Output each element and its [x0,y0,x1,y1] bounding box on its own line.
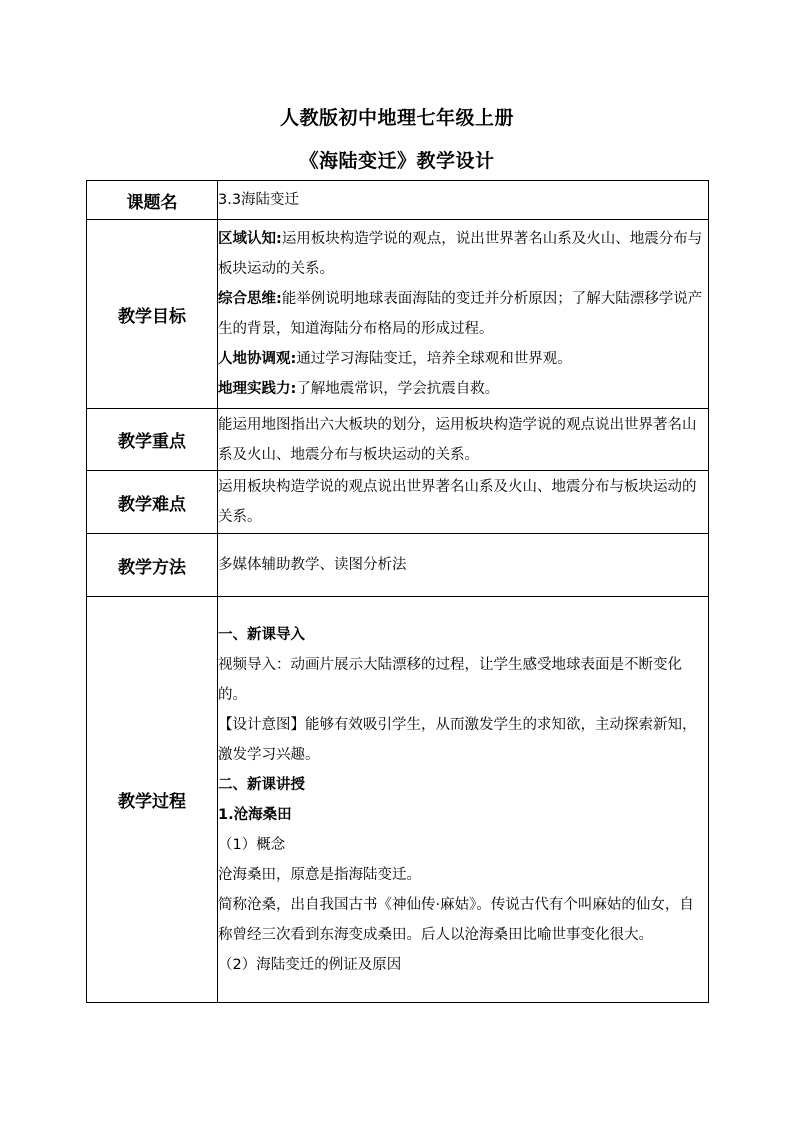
key-points-label: 教学重点 [87,409,218,471]
topic-label: 课题名 [87,181,218,220]
section-paragraph: 沧海桑田，原意是指海陆变迁。 [218,866,421,883]
table-row-key-points [87,409,709,471]
section-heading: 二、新课讲授 [218,776,305,793]
table-row-objectives [87,220,709,409]
process-label: 教学过程 [87,597,218,1003]
process-content [218,597,709,1003]
objective-item: 综合思维:能举例说明地球表面海陆的变迁并分析原因；了解大陆漂移学说产生的背景，知道海陆分布格局的形成过程。 [218,291,703,337]
list-item: （1）概念 [218,836,286,853]
methods-text: 多媒体辅助教学、读图分析法 [218,534,709,597]
objectives-content [218,220,709,409]
section-paragraph: 视频导入：动画片展示大陆漂移的过程，让学生感受地球表面是不断变化的。 [218,656,682,703]
document-title: 人教版初中地理七年级上册 [279,107,514,129]
topic-value: 3.3海陆变迁 [218,181,709,220]
objective-item: 地理实践力:了解地震常识，学会抗震自救。 [218,381,500,397]
table-row-topic [87,181,709,220]
methods-label: 教学方法 [87,534,218,597]
difficulties-text: 运用板块构造学说的观点说出世界著名山系及火山、地震分布与板块运动的关系。 [218,471,709,534]
design-intent-paragraph: 【设计意图】能够有效吸引学生，从而激发学生的求知欲，主动探索新知，激发学习兴趣。 [218,716,697,763]
objective-item: 区域认知:运用板块构造学说的观点，说出世界著名山系及火山、地震分布与板块运动的关系。 [218,231,703,277]
table-row-methods [87,534,709,597]
lesson-plan-table [86,180,709,1003]
list-item: （2）海陆变迁的例证及原因 [218,956,402,973]
objectives-label: 教学目标 [87,220,218,409]
document-subtitle: 《海陆变迁》教学设计 [299,150,495,172]
table-row-process [87,597,709,1003]
table-row-difficulties [87,471,709,534]
section-paragraph: 简称沧桑，出自我国古书《神仙传·麻姑》。传说古代有个叫麻姑的仙女，自称曾经三次看到东海变成桑田。后人以沧海桑田比喻世事变化很大。 [218,896,694,943]
section-heading: 一、新课导入 [218,626,305,643]
key-points-text: 能运用地图指出六大板块的划分，运用板块构造学说的观点说出世界著名山系及火山、地震分布与板块运动的关系。 [218,409,709,471]
subsection-title: 1.沧海桑田 [218,806,292,823]
difficulties-label: 教学难点 [87,471,218,534]
objective-item: 人地协调观:通过学习海陆变迁，培养全球观和世界观。 [218,351,572,367]
